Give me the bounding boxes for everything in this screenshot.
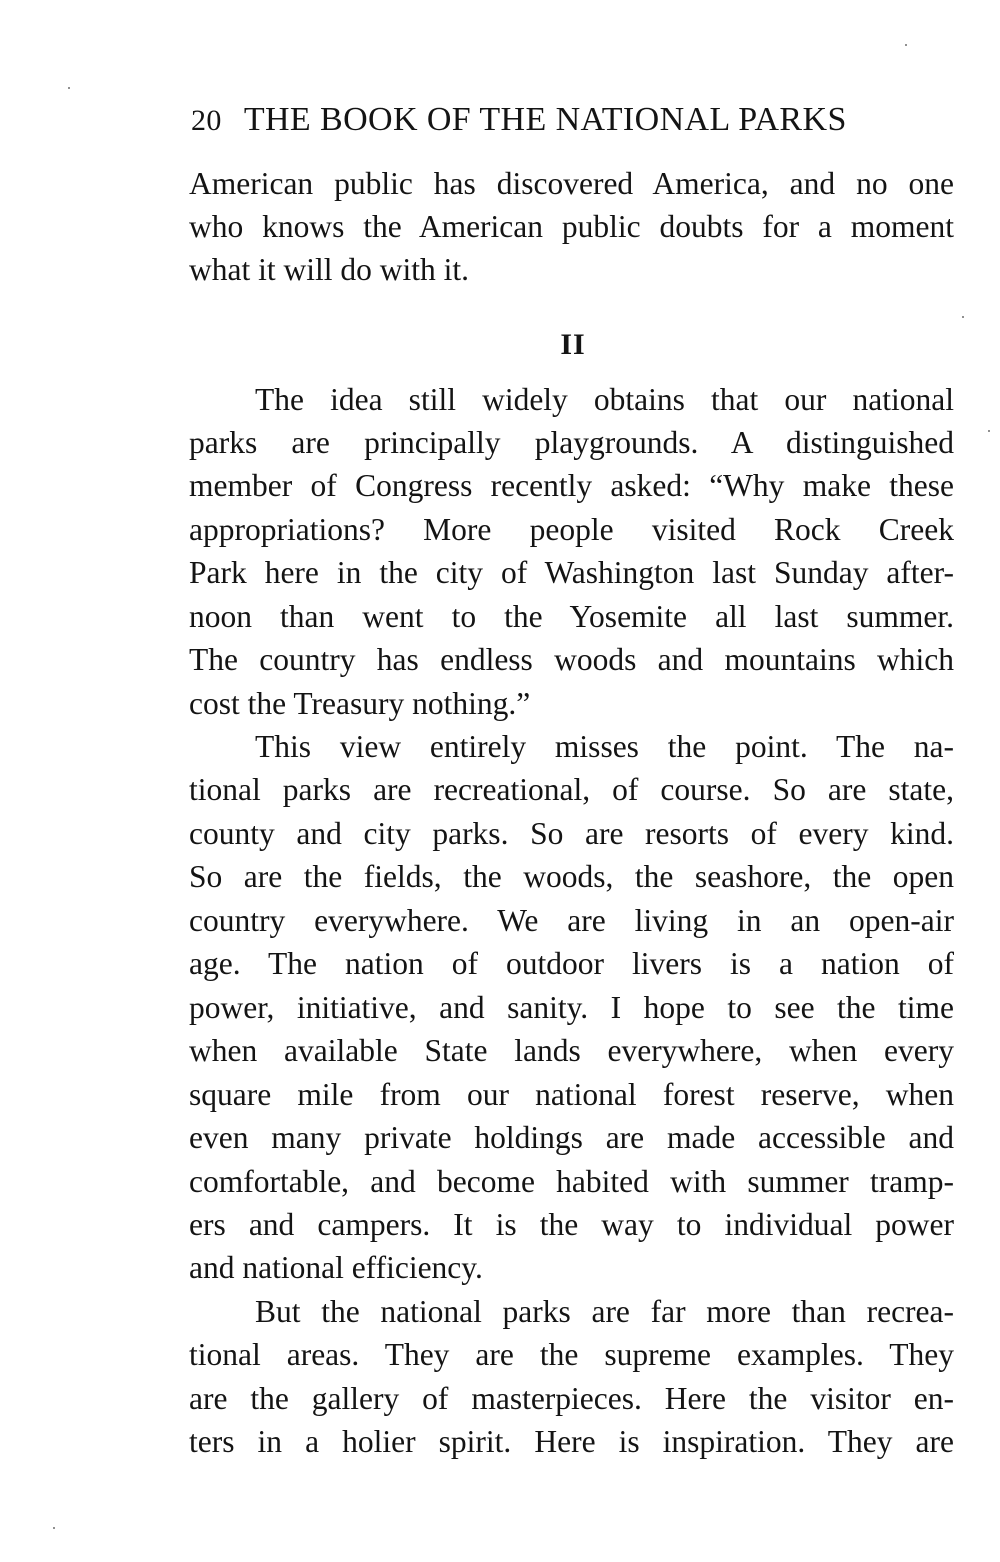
text-line: what it will do with it. [189,252,469,287]
text-line: So are the fields, the woods, the seashore, the open [189,859,954,894]
text-line: noon than went to the Yosemite all last summer. [189,599,954,634]
text-line: ers and campers. It is the way to individual power [189,1207,954,1242]
text-line: member of Congress recently asked: “Why make these [189,468,954,503]
text-line: when available State lands everywhere, when every [189,1033,954,1068]
section-heading: II [560,328,586,361]
text-line: county and city parks. So are resorts of every kind. [189,816,954,851]
scan-speck [988,430,990,432]
text-line: square mile from our national forest reserve, when [189,1077,954,1112]
text-line: country everywhere. We are living in an open-air [189,903,954,938]
text-line: age. The nation of outdoor livers is a nation of [189,946,954,981]
scan-speck [53,1527,55,1529]
text-line: The idea still widely obtains that our national [255,382,954,417]
text-line: comfortable, and become habited with summer tramp- [189,1164,954,1199]
scan-speck [905,44,907,46]
scan-speck [962,316,964,318]
text-line: The country has endless woods and mountains which [189,642,954,677]
text-line: who knows the American public doubts for a moment [189,209,954,244]
scan-speck [68,87,70,89]
text-line: cost the Treasury nothing.” [189,686,531,721]
text-line: parks are principally playgrounds. A distinguished [189,425,954,460]
text-line: appropriations? More people visited Rock Creek [189,512,954,547]
text-line: But the national parks are far more than recrea- [255,1294,954,1329]
text-line: tional areas. They are the supreme examples. They [189,1337,954,1372]
text-line: American public has discovered America, and no one [189,166,954,201]
text-line: power, initiative, and sanity. I hope to see the time [189,990,954,1025]
running-head [191,98,913,142]
page-number: 20 [191,104,222,137]
book-title: THE BOOK OF THE NATIONAL PARKS [243,101,847,138]
text-line: and national efficiency. [189,1250,483,1285]
text-line: This view entirely misses the point. The na- [255,729,954,764]
text-line: tional parks are recreational, of course. So are state, [189,772,954,807]
text-line: Park here in the city of Washington last Sunday after- [189,555,954,590]
text-line: even many private holdings are made accessible and [189,1120,954,1155]
text-line: ters in a holier spirit. Here is inspiration. They are [189,1424,954,1459]
text-line: are the gallery of masterpieces. Here the visitor en- [189,1381,954,1416]
